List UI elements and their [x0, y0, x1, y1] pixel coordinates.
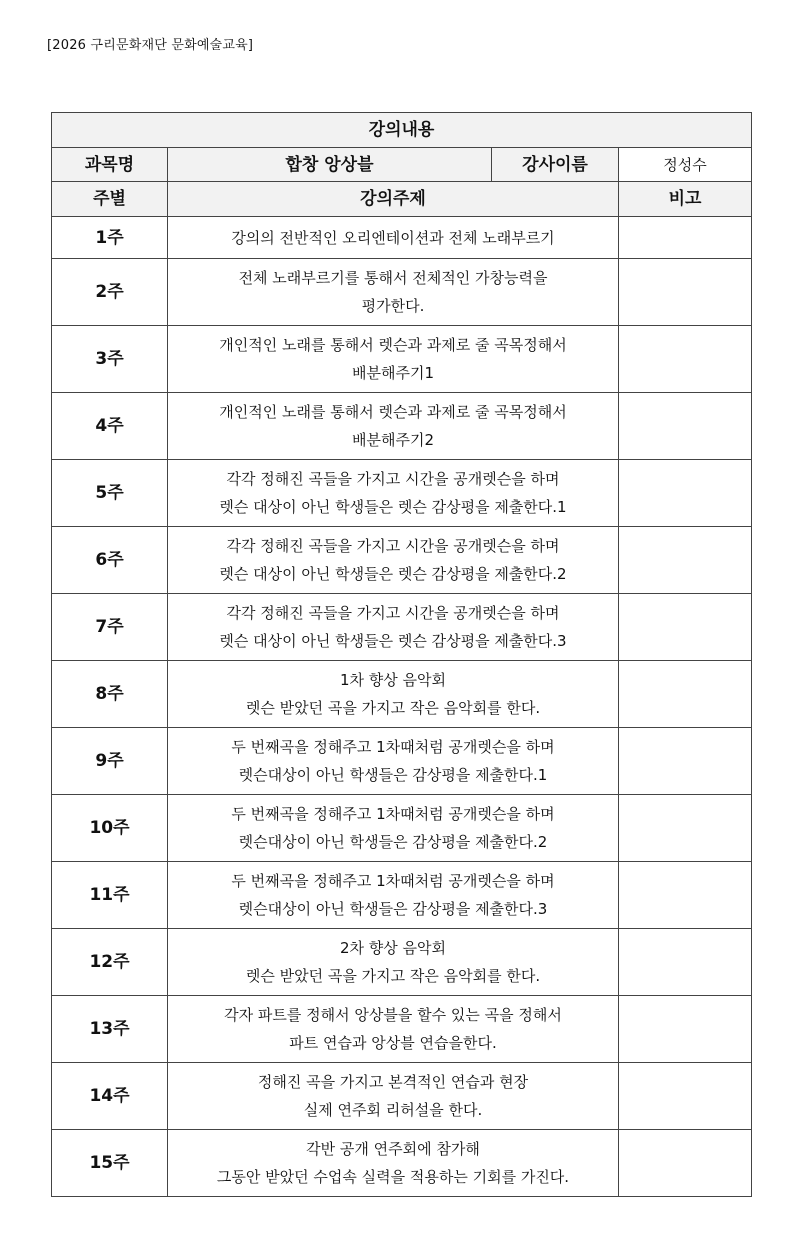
- topic-line-2: 렛슨 대상이 아닌 학생들은 렛슨 감상평을 제출한다.1: [219, 498, 567, 516]
- topic-line-1: 정해진 곡을 가지고 본격적인 연습과 현장: [257, 1073, 529, 1091]
- subject-value: 합창 앙상블: [168, 148, 492, 182]
- note-cell: [619, 996, 752, 1063]
- week-cell: 14주: [52, 1063, 168, 1130]
- instructor-label: 강사이름: [492, 148, 619, 182]
- syllabus-table: [51, 112, 752, 1197]
- topic-line-1: 개인적인 노래를 통해서 렛슨과 과제로 줄 곡목정해서: [219, 336, 567, 354]
- topic-cell: [168, 326, 619, 393]
- topic-line-1: 각자 파트를 정해서 앙상블을 할수 있는 곡을 정해서: [224, 1006, 562, 1024]
- table-row: [52, 795, 752, 862]
- header-note: [2026 구리문화재단 문화예술교육]: [47, 38, 254, 53]
- table-body: [52, 217, 752, 1197]
- topic-cell: [168, 1063, 619, 1130]
- topic-line-2: 렛슨 대상이 아닌 학생들은 렛슨 감상평을 제출한다.2: [219, 565, 567, 583]
- topic-line-2: 렛슨 받았던 곡을 가지고 작은 음악회를 한다.: [245, 967, 541, 985]
- week-cell: 13주: [52, 996, 168, 1063]
- topic-line-1: 각반 공개 연주회에 참가해: [306, 1140, 480, 1158]
- topic-line-1: 각각 정해진 곡들을 가지고 시간을 공개렛슨을 하며: [226, 470, 560, 488]
- topic-line-1: 각각 정해진 곡들을 가지고 시간을 공개렛슨을 하며: [226, 604, 560, 622]
- topic-line-2: 배분해주기1: [352, 364, 434, 382]
- topic-cell: [168, 594, 619, 661]
- topic-line-1: 각각 정해진 곡들을 가지고 시간을 공개렛슨을 하며: [226, 537, 560, 555]
- table-row: [52, 1130, 752, 1197]
- note-cell: [619, 1063, 752, 1130]
- table-row: [52, 996, 752, 1063]
- topic-cell: [168, 728, 619, 795]
- table-row: [52, 594, 752, 661]
- note-cell: [619, 661, 752, 728]
- table-row: [52, 259, 752, 326]
- table-row: [52, 460, 752, 527]
- table-row: [52, 217, 752, 259]
- week-cell: 3주: [52, 326, 168, 393]
- note-cell: [619, 527, 752, 594]
- instructor-value: 정성수: [619, 148, 752, 182]
- table-row: [52, 393, 752, 460]
- week-cell: 9주: [52, 728, 168, 795]
- note-cell: [619, 862, 752, 929]
- note-cell: [619, 460, 752, 527]
- note-cell: [619, 728, 752, 795]
- table-row: [52, 862, 752, 929]
- table-row: [52, 728, 752, 795]
- topic-line-1: 두 번째곡을 정해주고 1차때처럼 공개렛슨을 하며: [231, 805, 555, 823]
- week-cell: 2주: [52, 259, 168, 326]
- week-cell: 6주: [52, 527, 168, 594]
- week-cell: 7주: [52, 594, 168, 661]
- table-title: 강의내용: [52, 113, 752, 148]
- week-cell: 4주: [52, 393, 168, 460]
- note-cell: [619, 217, 752, 259]
- column-header-note: 비고: [619, 182, 752, 217]
- note-cell: [619, 259, 752, 326]
- topic-line-2: 렛슨대상이 아닌 학생들은 감상평을 제출한다.1: [238, 766, 548, 784]
- topic-line-2: 배분해주기2: [352, 431, 434, 449]
- topic-line-1: 2차 향상 음악회: [339, 939, 447, 957]
- week-cell: 15주: [52, 1130, 168, 1197]
- note-cell: [619, 594, 752, 661]
- table-row: [52, 1063, 752, 1130]
- topic-cell: [168, 460, 619, 527]
- topic-line-1: 전체 노래부르기를 통해서 전체적인 가창능력을: [238, 269, 548, 287]
- topic-line-1: 두 번째곡을 정해주고 1차때처럼 공개렛슨을 하며: [231, 738, 555, 756]
- topic-line-1: 1차 향상 음악회: [339, 671, 447, 689]
- note-cell: [619, 1130, 752, 1197]
- week-cell: 8주: [52, 661, 168, 728]
- topic-cell: [168, 259, 619, 326]
- table-row: [52, 929, 752, 996]
- week-cell: 11주: [52, 862, 168, 929]
- topic-line-2: 그동안 받았던 수업속 실력을 적용하는 기회를 가진다.: [216, 1168, 570, 1186]
- note-cell: [619, 326, 752, 393]
- week-cell: 12주: [52, 929, 168, 996]
- topic-cell: [168, 862, 619, 929]
- topic-line-2: 실제 연주회 리허설을 한다.: [303, 1101, 483, 1119]
- table-row: [52, 326, 752, 393]
- table-row: [52, 527, 752, 594]
- topic-line-1: 개인적인 노래를 통해서 렛슨과 과제로 줄 곡목정해서: [219, 403, 567, 421]
- topic-cell: [168, 1130, 619, 1197]
- note-cell: [619, 393, 752, 460]
- topic-cell: [168, 795, 619, 862]
- note-cell: [619, 795, 752, 862]
- week-cell: 5주: [52, 460, 168, 527]
- topic-cell: [168, 929, 619, 996]
- column-header-week: 주별: [52, 182, 168, 217]
- subject-label: 과목명: [52, 148, 168, 182]
- topic-line-2: 평가한다.: [361, 297, 425, 315]
- column-header-topic: 강의주제: [168, 182, 619, 217]
- topic-cell: [168, 661, 619, 728]
- topic-line-2: 렛슨대상이 아닌 학생들은 감상평을 제출한다.2: [238, 833, 548, 851]
- week-cell: 10주: [52, 795, 168, 862]
- topic-cell: [168, 393, 619, 460]
- topic-line-2: 렛슨 받았던 곡을 가지고 작은 음악회를 한다.: [245, 699, 541, 717]
- topic-line-2: 파트 연습과 앙상블 연습을한다.: [289, 1034, 497, 1052]
- table-row: [52, 661, 752, 728]
- topic-cell: [168, 217, 619, 259]
- topic-cell: [168, 996, 619, 1063]
- topic-line-2: 렛슨대상이 아닌 학생들은 감상평을 제출한다.3: [238, 900, 548, 918]
- topic-line-2: 렛슨 대상이 아닌 학생들은 렛슨 감상평을 제출한다.3: [219, 632, 567, 650]
- topic-line-1: 강의의 전반적인 오리엔테이션과 전체 노래부르기: [231, 228, 555, 247]
- topic-line-1: 두 번째곡을 정해주고 1차때처럼 공개렛슨을 하며: [231, 872, 555, 890]
- topic-cell: [168, 527, 619, 594]
- note-cell: [619, 929, 752, 996]
- week-cell: 1주: [52, 217, 168, 259]
